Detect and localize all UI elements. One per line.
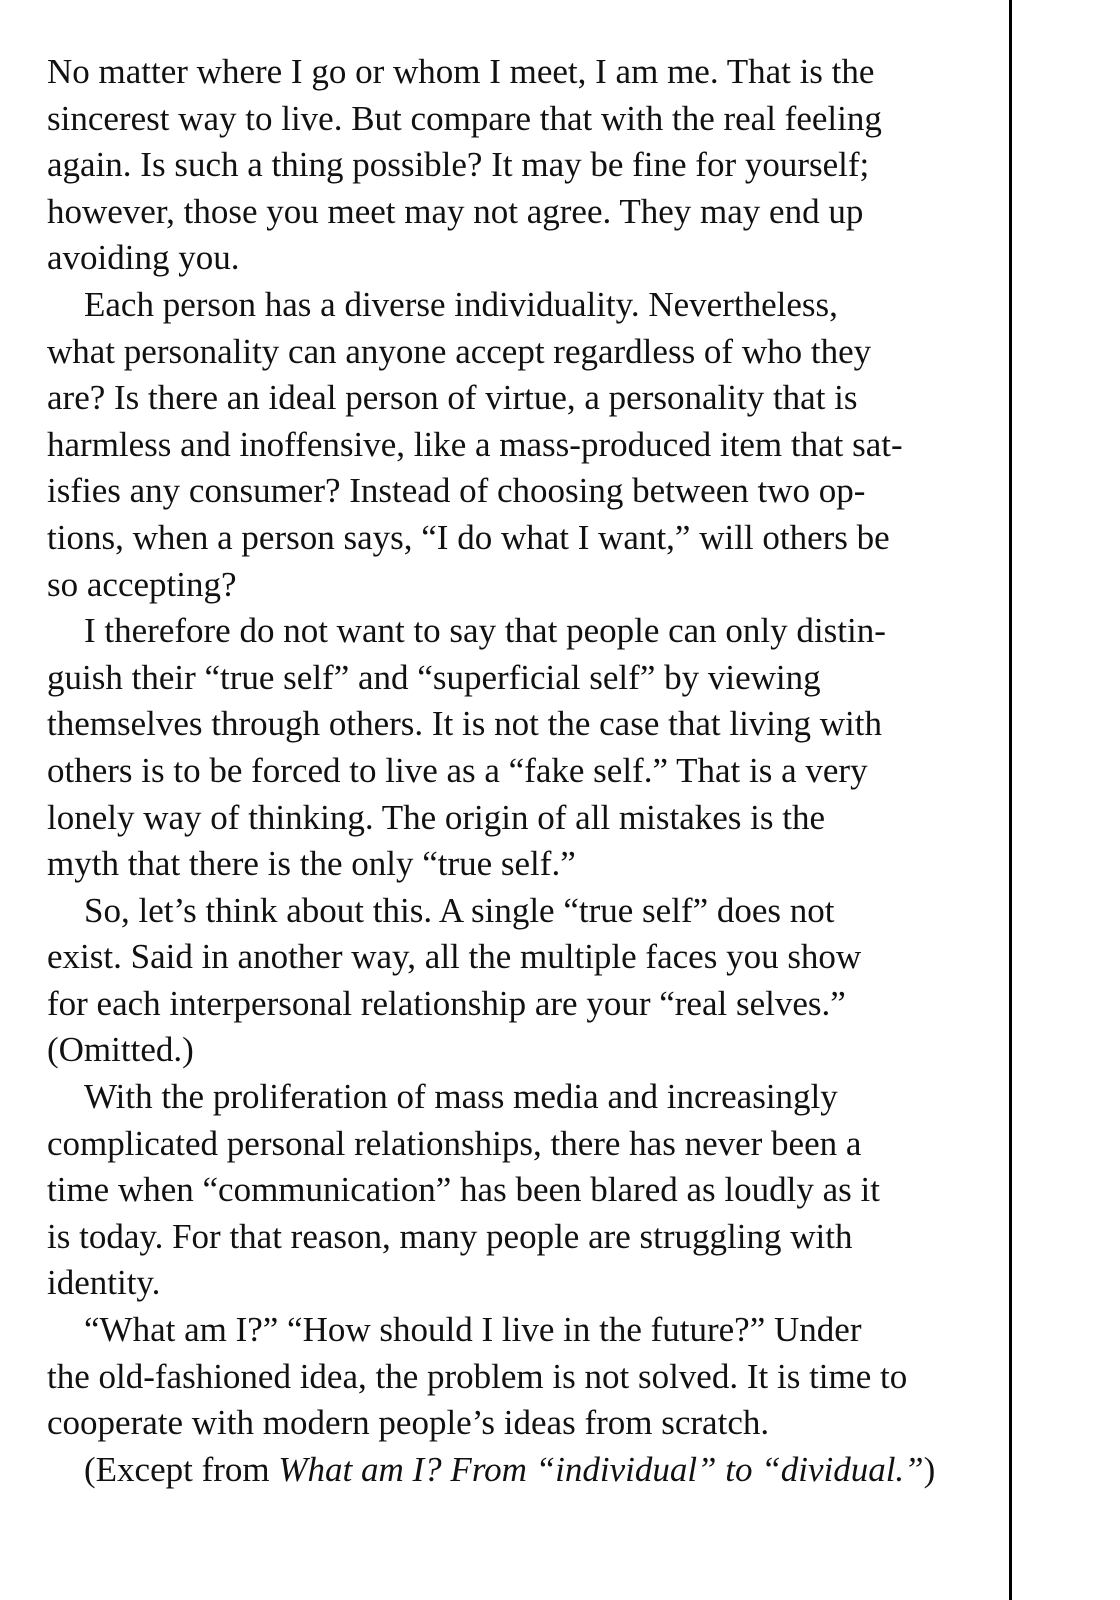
text-line: I therefore do not want to say that people can only distin-: [84, 611, 886, 651]
paragraph: [47, 282, 982, 608]
paragraph: [47, 49, 982, 282]
text-line: With the proliferation of mass media and increasingly: [84, 1077, 838, 1117]
paragraph: [47, 888, 982, 1074]
text-line: tions, when a person says, “I do what I want,” will others be: [47, 517, 890, 557]
text-line: themselves through others. It is not the case that living with: [47, 704, 882, 744]
text-line: So, let’s think about this. A single “true self” does not: [84, 890, 835, 930]
text-line: sincerest way to live. But compare that with the real feeling: [47, 98, 882, 138]
text-line: so accepting?: [47, 564, 237, 604]
text-line: “What am I?” “How should I live in the future?” Under: [84, 1310, 862, 1350]
text-line: isfies any consumer? Instead of choosing between two op-: [47, 471, 866, 511]
text-line: is today. For that reason, many people are struggling with: [47, 1216, 853, 1256]
excerpt-title: What am I? From “individual” to “dividual.”: [278, 1449, 924, 1489]
excerpt-prefix: (Except from: [84, 1449, 279, 1489]
text-line: No matter where I go or whom I meet, I am me. That is the: [47, 52, 875, 91]
page-edge-rule: [1009, 0, 1012, 1600]
text-line: complicated personal relationships, there has never been a: [47, 1123, 862, 1163]
text-line: avoiding you.: [47, 238, 240, 278]
text-line: time when “communication” has been blared as loudly as it: [47, 1170, 880, 1210]
text-line: again. Is such a thing possible? It may be fine for yourself;: [47, 145, 870, 185]
text-line: however, those you meet may not agree. They may end up: [47, 191, 864, 231]
text-line: guish their “true self” and “superficial self” by viewing: [47, 657, 821, 697]
essay-text: [47, 49, 982, 1493]
text-line: lonely way of thinking. The origin of all mistakes is the: [47, 797, 825, 837]
excerpt-suffix: ): [923, 1449, 936, 1489]
text-line: the old-fashioned idea, the problem is not solved. It is time to: [47, 1356, 908, 1396]
text-line: Each person has a diverse individuality. Nevertheless,: [84, 284, 838, 324]
text-line: myth that there is the only “true self.”: [47, 844, 576, 884]
paragraph: [47, 1307, 982, 1447]
paragraph: [47, 608, 982, 888]
paragraph: [47, 1074, 982, 1307]
text-line: exist. Said in another way, all the multiple faces you show: [47, 937, 862, 977]
excerpt-citation: [47, 1447, 982, 1494]
text-line: for each interpersonal relationship are your “real selves.”: [47, 983, 846, 1023]
text-line: harmless and inoffensive, like a mass-produced item that sat-: [47, 424, 903, 464]
text-line: others is to be forced to live as a “fake self.” That is a very: [47, 750, 868, 790]
text-line: what personality can anyone accept regardless of who they: [47, 331, 872, 371]
text-line: identity.: [47, 1263, 161, 1303]
text-line: are? Is there an ideal person of virtue, a personality that is: [47, 378, 858, 418]
text-line: cooperate with modern people’s ideas from scratch.: [47, 1403, 770, 1443]
text-line: (Omitted.): [47, 1030, 194, 1070]
